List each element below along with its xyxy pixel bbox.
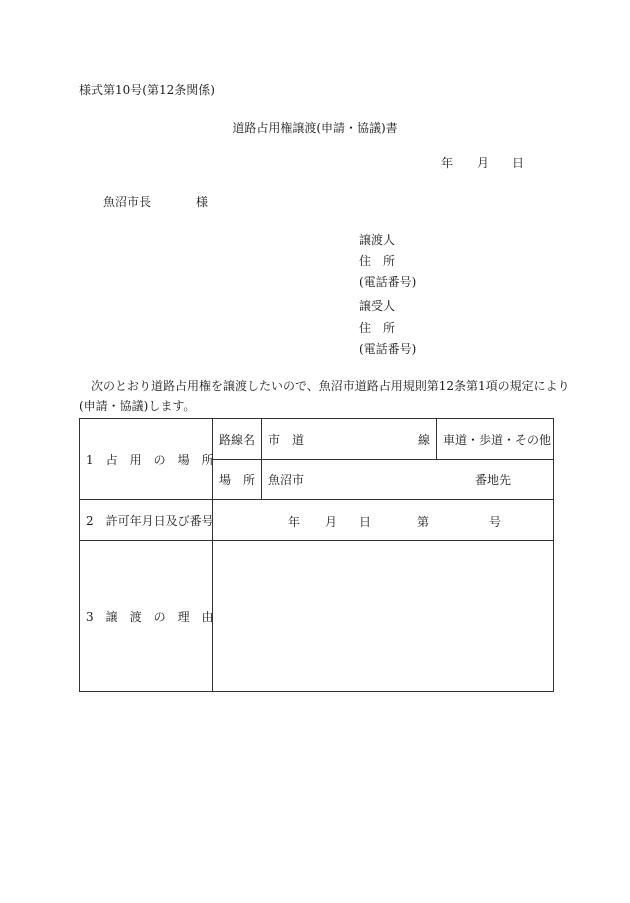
- place-label: 場 所: [213, 460, 262, 500]
- reason-row: [80, 541, 554, 692]
- permit-header: 2 許可年月日及び番号: [80, 500, 213, 541]
- permit-field[interactable]: [213, 500, 554, 541]
- addressee-name: 魚沼市長: [103, 195, 152, 209]
- reason-header: 3 譲 渡 の 理 由: [80, 541, 213, 692]
- date-year: 年: [441, 156, 454, 170]
- form-number: 様式第10号(第12条関係): [79, 83, 215, 97]
- transferor-address-label: 住 所: [359, 254, 396, 268]
- road-type-field[interactable]: 車道・歩道・その他: [437, 419, 554, 460]
- route-row: [80, 419, 554, 460]
- location-header: 1 占 用 の 場 所: [80, 419, 213, 500]
- reason-field[interactable]: [213, 541, 554, 692]
- date-month: 月: [477, 156, 490, 170]
- transferee-phone-label: (電話番号): [359, 342, 417, 356]
- permit-year: 年: [288, 515, 301, 529]
- permit-row: [80, 500, 554, 541]
- transferor-label: 譲渡人: [359, 233, 396, 247]
- permit-day: 日: [359, 515, 372, 529]
- transfer-form-table: [79, 418, 554, 692]
- transferor-phone-label: (電話番号): [359, 275, 417, 289]
- route-suffix: 線: [417, 432, 430, 447]
- date-day: 日: [512, 156, 525, 170]
- document-title: 道路占用権譲渡(申請・協議)書: [232, 121, 398, 135]
- permit-dai: 第: [417, 515, 430, 529]
- permit-month: 月: [325, 515, 338, 529]
- body-text-line1: 次のとおり道路占用権を譲渡したいので、魚沼市道路占用規則第12条第1項の規定により: [91, 379, 570, 393]
- route-prefix: 市 道: [268, 432, 305, 447]
- route-name-field[interactable]: [262, 419, 437, 460]
- route-label: 路線名: [213, 419, 262, 460]
- place-field[interactable]: [262, 460, 554, 500]
- transferee-label: 譲受人: [359, 299, 396, 313]
- transferee-address-label: 住 所: [359, 321, 396, 335]
- place-suffix: 番地先: [474, 473, 511, 487]
- body-text-line2: (申請・協議)します。: [79, 399, 196, 413]
- permit-go: 号: [489, 515, 502, 529]
- place-prefix: 魚沼市: [268, 473, 305, 487]
- addressee-honorific: 様: [196, 195, 209, 209]
